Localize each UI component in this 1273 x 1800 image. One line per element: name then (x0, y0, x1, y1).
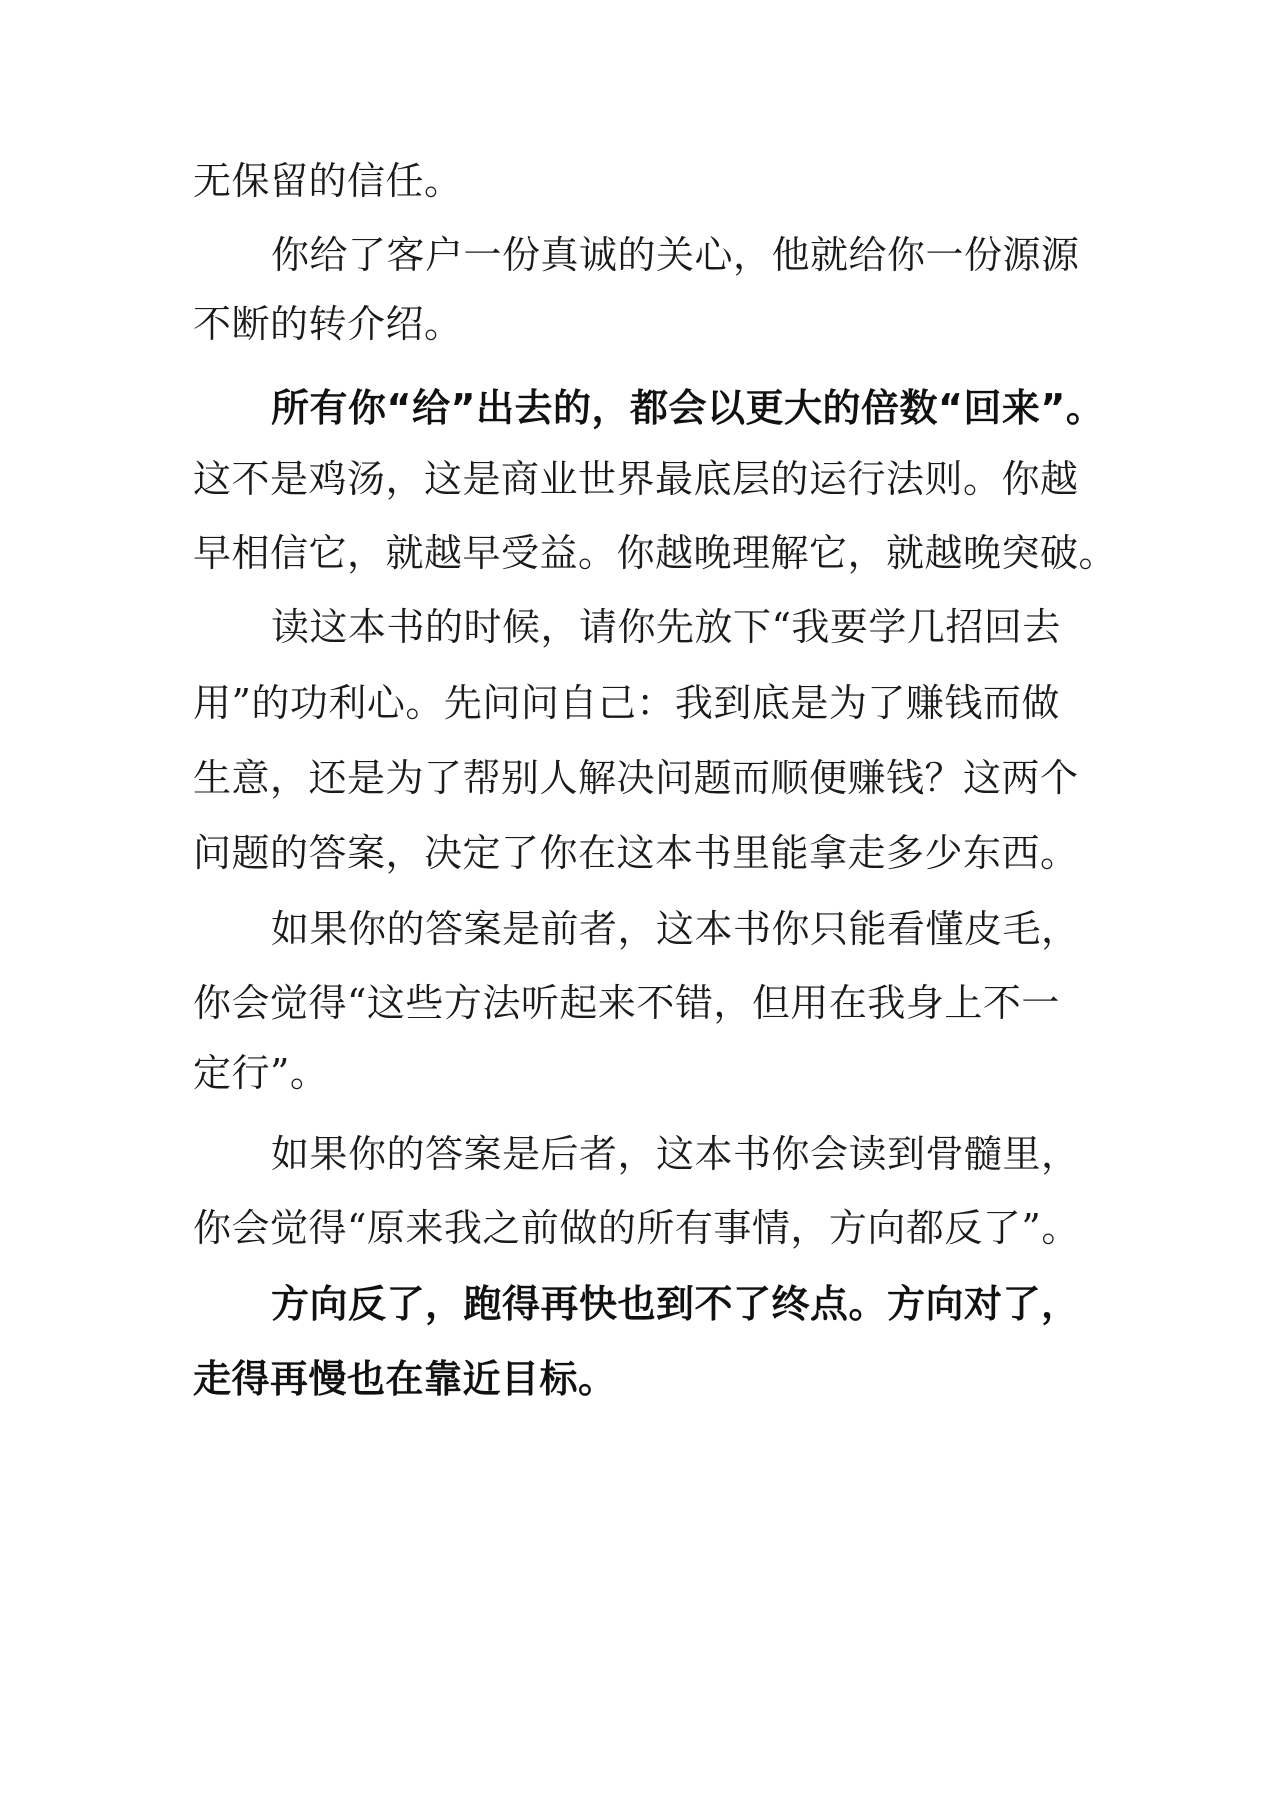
text-line: 不断的转介绍。 (193, 302, 463, 346)
text-line: 你会觉得“原来我之前做的所有事情，方向都反了”。 (193, 1206, 1080, 1250)
text-line: 用”的功利心。先问问自己：我到底是为了赚钱而做 (193, 681, 1060, 725)
text-line: 早相信它，就越早受益。你越晚理解它，就越晚突破。 (193, 531, 1118, 575)
text-line: 如果你的答案是前者，这本书你只能看懂皮毛， (271, 907, 1080, 951)
text-line: 定行”。 (193, 1051, 329, 1095)
text-line: 这不是鸡汤，这是商业世界最底层的运行法则。你越 (193, 457, 1079, 501)
text-line: 问题的答案，决定了你在这本书里能拿走多少东西。 (193, 831, 1079, 875)
bold-text-line: 所有你“给”出去的，都会以更大的倍数“回来”。 (271, 386, 1105, 430)
text-line: 无保留的信任。 (193, 159, 463, 203)
text-line: 生意，还是为了帮别人解决问题而顺便赚钱？这两个 (193, 756, 1079, 800)
text-line: 你给了客户一份真诚的关心，他就给你一份源源 (271, 233, 1080, 277)
text-line: 你会觉得“这些方法听起来不错，但用在我身上不一 (193, 981, 1060, 1025)
text-line: 如果你的答案是后者，这本书你会读到骨髓里， (271, 1132, 1080, 1176)
text-line: 读这本书的时候，请你先放下“我要学几招回去 (271, 605, 1061, 649)
bold-text-line: 方向反了，跑得再快也到不了终点。方向对了， (271, 1282, 1080, 1326)
bold-text-line: 走得再慢也在靠近目标。 (193, 1357, 617, 1401)
